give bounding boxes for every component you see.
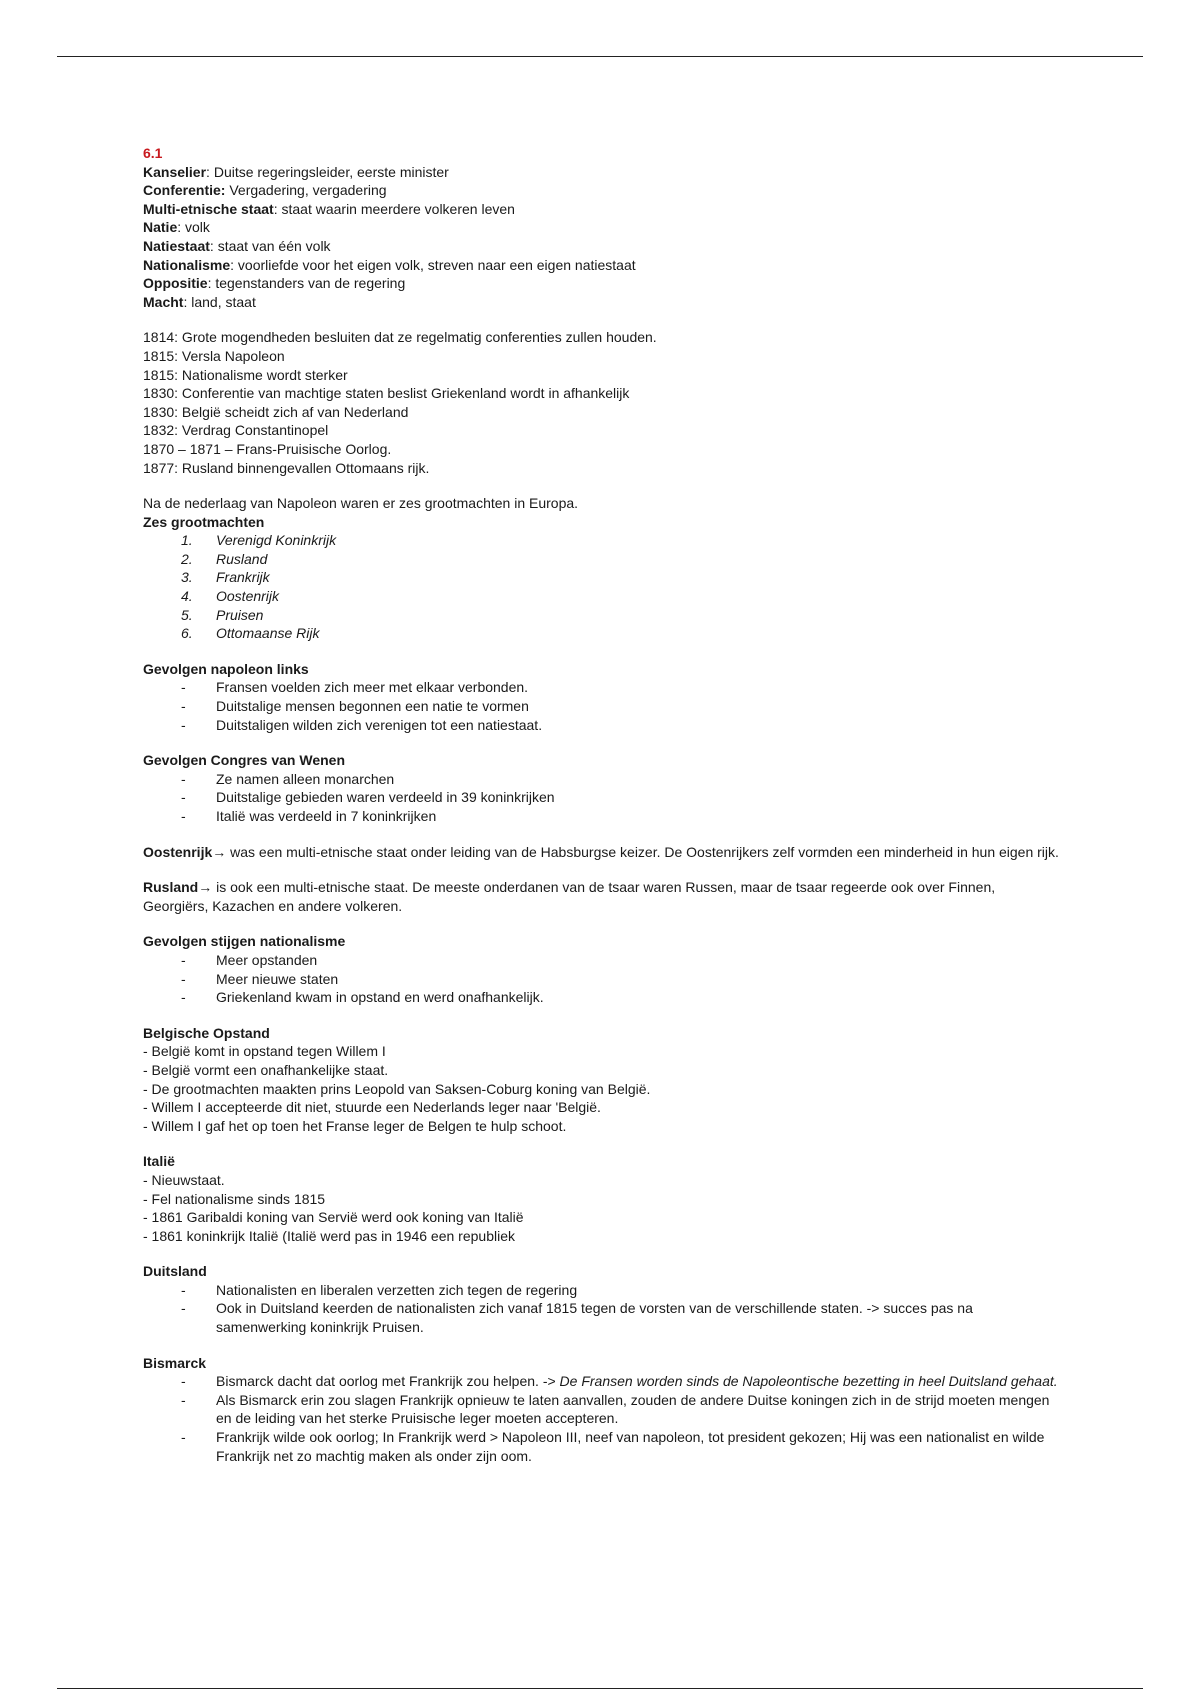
list-item: - Frankrijk wilde ook oorlog; In Frankrijk werd > Napoleon III, neef van napoleon, tot president gekozen; Hij was een nationalist en wilde Frankrijk net zo machtig maken als onder zijn oom. — [181, 1429, 1045, 1464]
list-item: - Nationalisten en liberalen verzetten zich tegen de regering — [181, 1281, 578, 1298]
list-item: - België komt in opstand tegen Willem I — [143, 1043, 386, 1060]
timeline-item: 1830: Conferentie van machtige staten beslist Griekenland wordt in afhankelijk — [143, 385, 630, 402]
list-item: 1. Verenigd Koninkrijk — [181, 532, 337, 549]
list-item: - Willem I gaf het op toen het Franse leger de Belgen te hulp schoot. — [143, 1117, 567, 1134]
timeline-item: 1815: Versla Napoleon — [143, 347, 285, 364]
list-item: - Willem I accepteerde dit niet, stuurde een Nederlands leger naar 'België. — [143, 1099, 601, 1116]
header-rule — [57, 56, 1143, 57]
list-item: - 1861 koninkrijk Italië (Italië werd pas in 1946 een republiek — [143, 1227, 515, 1244]
arrow-icon: → — [212, 843, 227, 860]
definition-item: Natiestaat: staat van één volk — [143, 237, 331, 254]
list-item: 2. Rusland — [181, 550, 268, 567]
list-item: 3. Frankrijk — [181, 569, 270, 586]
list-item: - Nieuwstaat. — [143, 1171, 225, 1188]
list-item: - Fel nationalisme sinds 1815 — [143, 1190, 326, 1207]
bismarck-list — [143, 1372, 1063, 1465]
bismarck-heading: Bismarck — [143, 1354, 207, 1371]
list-item: - De grootmachten maakten prins Leopold van Saksen-Coburg koning van België. — [143, 1080, 651, 1097]
list-item: - 1861 Garibaldi koning van Servië werd ook koning van Italië — [143, 1209, 524, 1226]
timeline-list — [143, 328, 1063, 477]
gevolgen-congres-heading: Gevolgen Congres van Wenen — [143, 752, 346, 769]
list-item: - Italië was verdeeld in 7 koninkrijken — [181, 808, 437, 824]
list-item: - Ze namen alleen monarchen — [181, 770, 395, 787]
list-item: - Duitstalige gebieden waren verdeeld in 39 koninkrijken — [181, 789, 555, 806]
belgische-opstand-list — [143, 1042, 1063, 1135]
grootmachten-list — [143, 531, 1063, 643]
definition-item: Natie: volk — [143, 219, 210, 236]
gevolgen-nationalisme-heading: Gevolgen stijgen nationalisme — [143, 933, 346, 950]
list-item: - Als Bismarck erin zou slagen Frankrijk opnieuw te laten aanvallen, zouden de andere Duitse koningen zich in de strijd moeten mengen en de leiding van het sterke Pruisische leger moeten accepteren. — [181, 1391, 1050, 1427]
list-item: - Ook in Duitsland keerden de nationalisten zich vanaf 1815 tegen de vorsten van de verschillende staten. -> succes pas na samenwerking koninkrijk Pruisen. — [181, 1300, 973, 1336]
oostenrijk-paragraph: Oostenrijk→ was een multi-etnische staat onder leiding van de Habsburgse keizer. De Oostenrijkers zelf vormden een minderheid in hun eigen rijk. — [143, 843, 1059, 860]
duitsland-list — [143, 1281, 1063, 1337]
list-item: - Bismarck dacht dat oorlog met Frankrijk zou helpen. -> De Fransen worden sinds de Napoleontische bezetting in heel Duitsland gehaat. — [181, 1373, 1058, 1390]
section-number: 6.1 — [143, 145, 163, 161]
duitsland-heading: Duitsland — [143, 1263, 207, 1280]
definition-item: Oppositie: tegenstanders van de regering — [143, 275, 406, 292]
timeline-item: 1830: België scheidt zich af van Nederland — [143, 403, 409, 420]
list-item: 6. Ottomaanse Rijk — [181, 625, 320, 642]
definition-item: Nationalisme: voorliefde voor het eigen volk, streven naar een eigen natiestaat — [143, 256, 636, 273]
italie-list — [143, 1171, 1063, 1245]
rusland-paragraph: Rusland→ is ook een multi-etnische staat. De meeste onderdanen van de tsaar waren Russen, maar de tsaar regeerde ook over Finnen, Georgiërs, Kazachen en andere volkeren. — [143, 879, 996, 914]
definition-item: Kanselier: Duitse regeringsleider, eerste minister — [143, 163, 449, 180]
footer-rule — [57, 1688, 1143, 1689]
definition-item: Conferentie: Vergadering, vergadering — [143, 182, 387, 199]
timeline-item: 1815: Nationalisme wordt sterker — [143, 366, 348, 383]
gevolgen-congres-list — [143, 770, 1063, 826]
document-body — [143, 144, 1063, 1465]
list-item: - Meer nieuwe staten — [181, 970, 339, 987]
gevolgen-napoleon-heading: Gevolgen napoleon links — [143, 660, 309, 677]
definition-item: Macht: land, staat — [143, 293, 256, 310]
belgische-opstand-heading: Belgische Opstand — [143, 1024, 270, 1041]
timeline-item: 1832: Verdrag Constantinopel — [143, 422, 329, 439]
list-item: 5. Pruisen — [181, 606, 264, 623]
gevolgen-nationalisme-list — [143, 951, 1063, 1007]
definitions-list — [143, 163, 1063, 312]
intro-paragraph: Na de nederlaag van Napoleon waren er zes grootmachten in Europa. — [143, 495, 579, 512]
timeline-item: 1877: Rusland binnengevallen Ottomaans rijk. — [143, 459, 430, 476]
list-item: - België vormt een onafhankelijke staat. — [143, 1061, 389, 1078]
list-item: - Duitstalige mensen begonnen een natie te vormen — [181, 698, 529, 715]
list-item: - Duitstaligen wilden zich verenigen tot een natiestaat. — [181, 716, 543, 733]
list-item: - Meer opstanden — [181, 951, 318, 968]
grootmachten-heading: Zes grootmachten — [143, 513, 265, 530]
gevolgen-napoleon-list — [143, 678, 1063, 734]
arrow-icon: → — [198, 879, 213, 896]
definition-item: Multi-etnische staat: staat waarin meerdere volkeren leven — [143, 200, 515, 217]
list-item: - Fransen voelden zich meer met elkaar verbonden. — [181, 679, 529, 696]
list-item: 4. Oostenrijk — [181, 588, 280, 605]
italie-heading: Italië — [143, 1153, 175, 1170]
timeline-item: 1870 – 1871 – Frans-Pruisische Oorlog. — [143, 440, 392, 457]
timeline-item: 1814: Grote mogendheden besluiten dat ze regelmatig conferenties zullen houden. — [143, 329, 657, 346]
list-item: - Griekenland kwam in opstand en werd onafhankelijk. — [181, 989, 544, 1006]
